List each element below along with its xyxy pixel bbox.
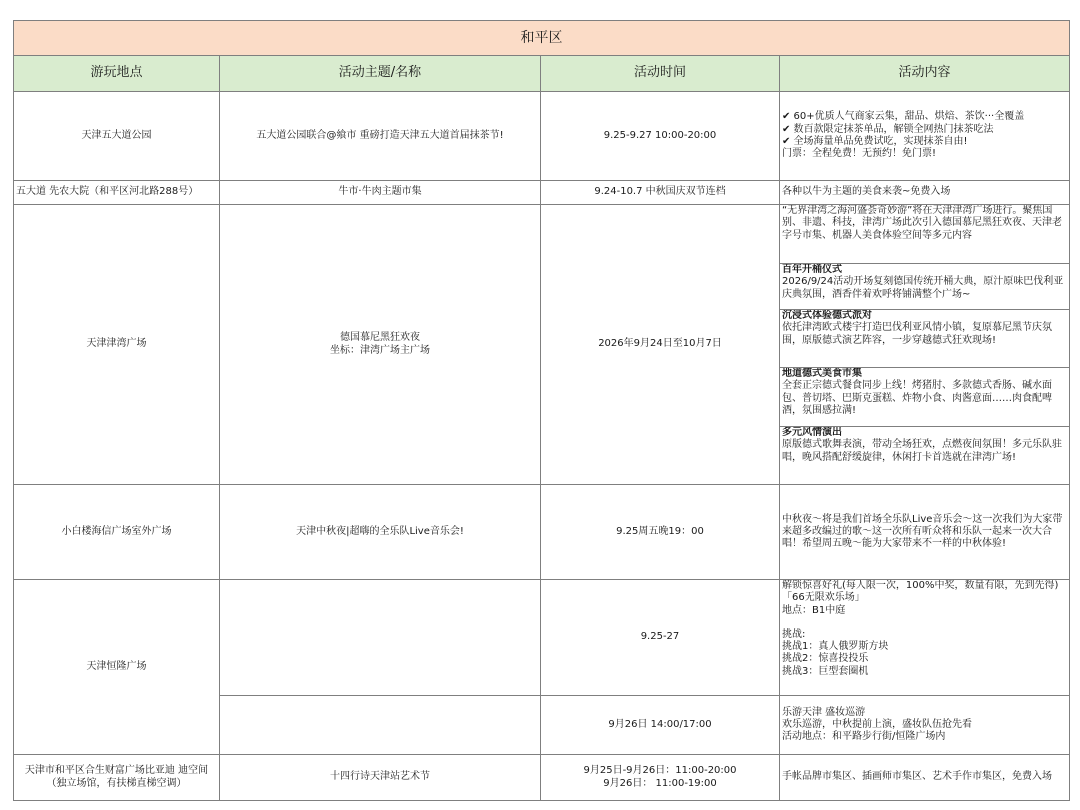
content-line: 地点：B1中庭	[782, 604, 846, 616]
time-cell: 9.25-27	[541, 580, 780, 696]
content-line: ✔ 全场海量单品免费试吃，实现抹茶自由!	[782, 136, 968, 147]
header-time: 活动时间	[541, 56, 780, 92]
table-row	[14, 485, 1070, 580]
content-line: ✔ 数百款限定抹茶单品，解锁全网热门抹茶吃法	[782, 123, 994, 135]
section-text: 原版德式歌舞表演，带动全场狂欢，点燃夜间氛围！多元乐队驻唱，晚风搭配舒缓旋律，休闲打卡首选就在津湾广场!	[782, 439, 1062, 463]
content-cell	[780, 264, 1070, 310]
time-line: 9月26日： 11:00-19:00	[603, 777, 717, 789]
place-cell: 天津津湾广场	[14, 205, 220, 485]
content-line: 挑战:	[782, 628, 806, 640]
time-line: 9月25日-9月26日：11:00-20:00	[583, 765, 737, 777]
content-cell: 各种以牛为主题的美食来袭~免费入场	[780, 181, 1070, 205]
place-cell: 天津恒隆广场	[14, 580, 220, 755]
table-row	[14, 580, 1070, 696]
section-text: 全套正宗德式餐食同步上线！烤猪肘、多款德式香肠、碱水面包、普切塔、巴斯克蛋糕、炸物小食、肉酱意面……肉食配啤酒，氛围感拉满!	[782, 380, 1052, 416]
place-cell: 小白楼海信广场室外广场	[14, 485, 220, 580]
header-content: 活动内容	[780, 56, 1070, 92]
section-heading: 多元风情演出	[782, 427, 842, 438]
content-cell	[780, 580, 1070, 696]
table-row	[14, 205, 1070, 264]
content-cell	[780, 92, 1070, 181]
time-cell: 9月26日 14:00/17:00	[541, 696, 780, 755]
content-line: 挑战2：惊喜投投乐	[782, 653, 869, 665]
content-line: 乐游天津 盛妆巡游	[782, 706, 866, 718]
header-place: 游玩地点	[14, 56, 220, 92]
place-cell: 天津市和平区合生财富广场比亚迪 迪空间（独立场馆，有扶梯直梯空调）	[14, 755, 220, 801]
district-title: 和平区	[14, 21, 1070, 56]
content-line: 活动地点：和平路步行街/恒隆广场内	[782, 731, 946, 743]
content-cell	[780, 696, 1070, 755]
section-heading: 沉浸式体验德式派对	[782, 310, 872, 321]
table-row	[14, 181, 1070, 205]
time-cell: 9.24-10.7 中秋国庆双节连档	[541, 181, 780, 205]
section-heading: 百年开桶仪式	[782, 264, 842, 275]
content-cell	[780, 310, 1070, 368]
content-line: 解锁惊喜好礼(每人限一次，100%中奖，数量有限，先到先得)「66无限欢乐场」	[782, 580, 1059, 604]
theme-line: 坐标：津湾广场主广场	[330, 344, 430, 356]
time-cell: 9.25-9.27 10:00-20:00	[541, 92, 780, 181]
table-row	[14, 755, 1070, 801]
theme-cell: 十四行诗天津站艺术节	[220, 755, 541, 801]
content-cell: 中秋夜～将是我们首场全乐队Live音乐会～这一次我们为大家带来超多改编过的歌～这一次所有听众将和乐队一起来一次大合唱！希望周五晚～能为大家带来不一样的中秋体验!	[780, 485, 1070, 580]
theme-cell	[220, 696, 541, 755]
table-row	[14, 92, 1070, 181]
theme-cell: 五大道公园联合@飨市 重磅打造天津五大道首届抹茶节!	[220, 92, 541, 181]
section-heading: 地道德式美食市集	[782, 368, 862, 379]
section-text: 依托津湾欧式楼宇打造巴伐利亚风情小镇，复原慕尼黑节庆氛围，原版德式演艺阵容，一步穿越德式狂欢现场!	[782, 322, 1052, 346]
content-line	[782, 617, 1067, 629]
content-line: 门票：全程免费！无预约！免门票!	[782, 148, 937, 160]
content-cell	[780, 427, 1070, 485]
content-cell	[780, 368, 1070, 427]
section-text: 2026/9/24活动开场复刻德国传统开桶大典，原汁原味巴伐利亚庆典氛围，酒香伴着欢呼将铺满整个广场~	[782, 276, 1064, 300]
activity-table	[13, 20, 1070, 801]
theme-cell: 天津中秋夜|超嗨的全乐队Live音乐会!	[220, 485, 541, 580]
theme-line: 德国慕尼黑狂欢夜	[340, 332, 420, 344]
theme-cell: 牛市·牛肉主题市集	[220, 181, 541, 205]
content-cell: “无界津湾之海河盛荟奇妙游”将在天津津湾广场进行。聚焦国别、非遗、科技，津湾广场此次引入德国慕尼黑狂欢夜、天津老字号市集、机器人美食体验空间等多元内容	[780, 205, 1070, 264]
time-cell: 9.25周五晚19：00	[541, 485, 780, 580]
theme-cell	[220, 580, 541, 696]
time-cell	[541, 755, 780, 801]
theme-cell	[220, 205, 541, 485]
content-line: 挑战3：巨型套圈机	[782, 665, 869, 677]
time-cell: 2026年9月24日至10月7日	[541, 205, 780, 485]
header-theme: 活动主题/名称	[220, 56, 541, 92]
place-cell: 五大道 先农大院（和平区河北路288号）	[14, 181, 220, 205]
content-line: ✔ 60+优质人气商家云集，甜品、烘焙、茶饮···全覆盖	[782, 111, 1025, 123]
header-row	[14, 56, 1070, 92]
place-cell: 天津五大道公园	[14, 92, 220, 181]
content-line: 欢乐巡游，中秋提前上演，盛妆队伍抢先看	[782, 718, 972, 730]
content-line: 挑战1：真人俄罗斯方块	[782, 641, 889, 653]
content-cell: 手帐品牌市集区、插画师市集区、艺术手作市集区，免费入场	[780, 755, 1070, 801]
